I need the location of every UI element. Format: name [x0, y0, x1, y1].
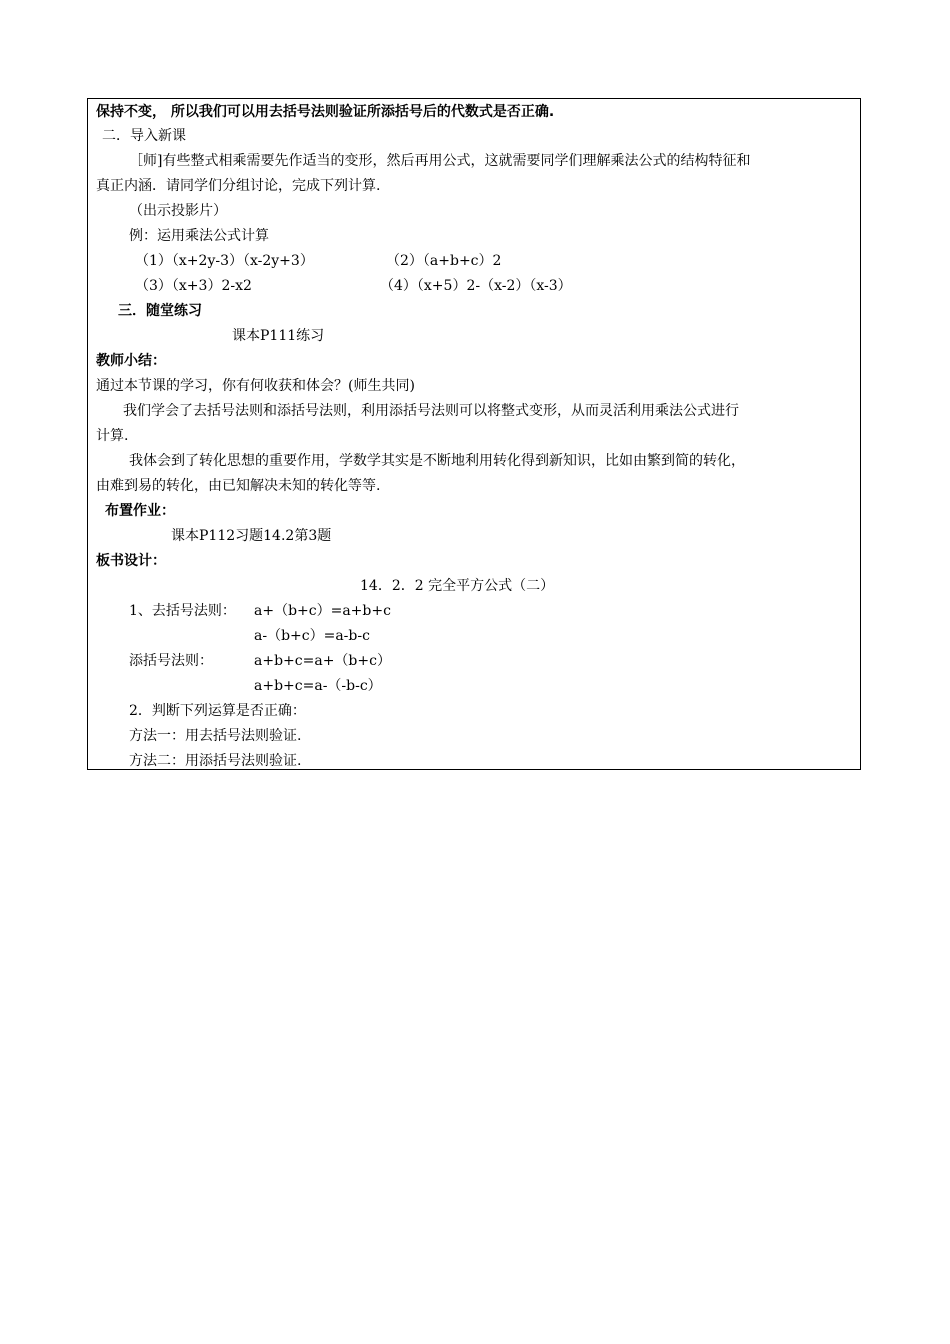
board-heading: 14．2．2 完全平方公式（二）: [360, 578, 555, 594]
remove-bracket-rule-formula-2: a-（b+c）=a-b-c: [254, 628, 370, 644]
teacher-intro-line-1: ［师]有些整式相乘需要先作适当的变形，然后再用公式，这就需要同学们理解乘法公式的结构特征和: [129, 153, 751, 169]
add-bracket-rule-formula-1: a+b+c=a+（b+c）: [254, 653, 391, 669]
add-bracket-rule-formula-2: a+b+c=a-（-b-c）: [254, 678, 382, 694]
remove-bracket-rule-label: 1、去括号法则：: [129, 603, 236, 619]
section-title-practice: 三．随堂练习: [118, 303, 202, 319]
teacher-intro-line-2: 真正内涵．请同学们分组讨论，完成下列计算.: [96, 178, 381, 194]
example-item-1: （1）（x+2y-3）（x-2y+3）: [135, 253, 314, 269]
judge-operations-prompt: 2．判断下列运算是否正确：: [129, 703, 306, 719]
homework-assignment: 课本P112习题14.2第3题: [171, 528, 332, 544]
example-item-3: （3）（x+3）2-x2: [135, 278, 252, 294]
add-bracket-rule-label: 添括号法则：: [129, 653, 213, 669]
summary-title: 教师小结：: [96, 353, 166, 369]
example-title: 例：运用乘法公式计算: [129, 228, 269, 244]
example-item-4: （4）（x+5）2-（x-2）（x-3）: [380, 278, 572, 294]
section-title-new-lesson: 二．导入新课: [102, 128, 186, 144]
summary-paragraph-1-line-1: 我们学会了去括号法则和添括号法则，利用添括号法则可以将整式变形，从而灵活利用乘法公式进行: [123, 403, 739, 419]
remove-bracket-rule-formula-1: a+（b+c）=a+b+c: [254, 603, 391, 619]
practice-reference: 课本P111练习: [232, 328, 325, 344]
intro-conclusion-line: 保持不变， 所以我们可以用去括号法则验证所添括号后的代数式是否正确.: [96, 104, 555, 120]
board-design-title: 板书设计：: [96, 553, 166, 569]
summary-paragraph-2-line-2: 由难到易的转化，由已知解决未知的转化等等.: [96, 478, 381, 494]
method-two: 方法二：用添括号法则验证.: [129, 753, 302, 769]
method-one: 方法一：用去括号法则验证.: [129, 728, 302, 744]
example-item-2: （2）（a+b+c）2: [386, 253, 502, 269]
summary-question: 通过本节课的学习，你有何收获和体会？(师生共同): [96, 378, 415, 394]
homework-title: 布置作业：: [105, 503, 175, 519]
summary-paragraph-1-line-2: 计算.: [96, 428, 129, 444]
summary-paragraph-2-line-1: 我体会到了转化思想的重要作用，学数学其实是不断地利用转化得到新知识，比如由繁到简的转化，: [129, 453, 745, 469]
projection-note: （出示投影片）: [129, 203, 227, 219]
